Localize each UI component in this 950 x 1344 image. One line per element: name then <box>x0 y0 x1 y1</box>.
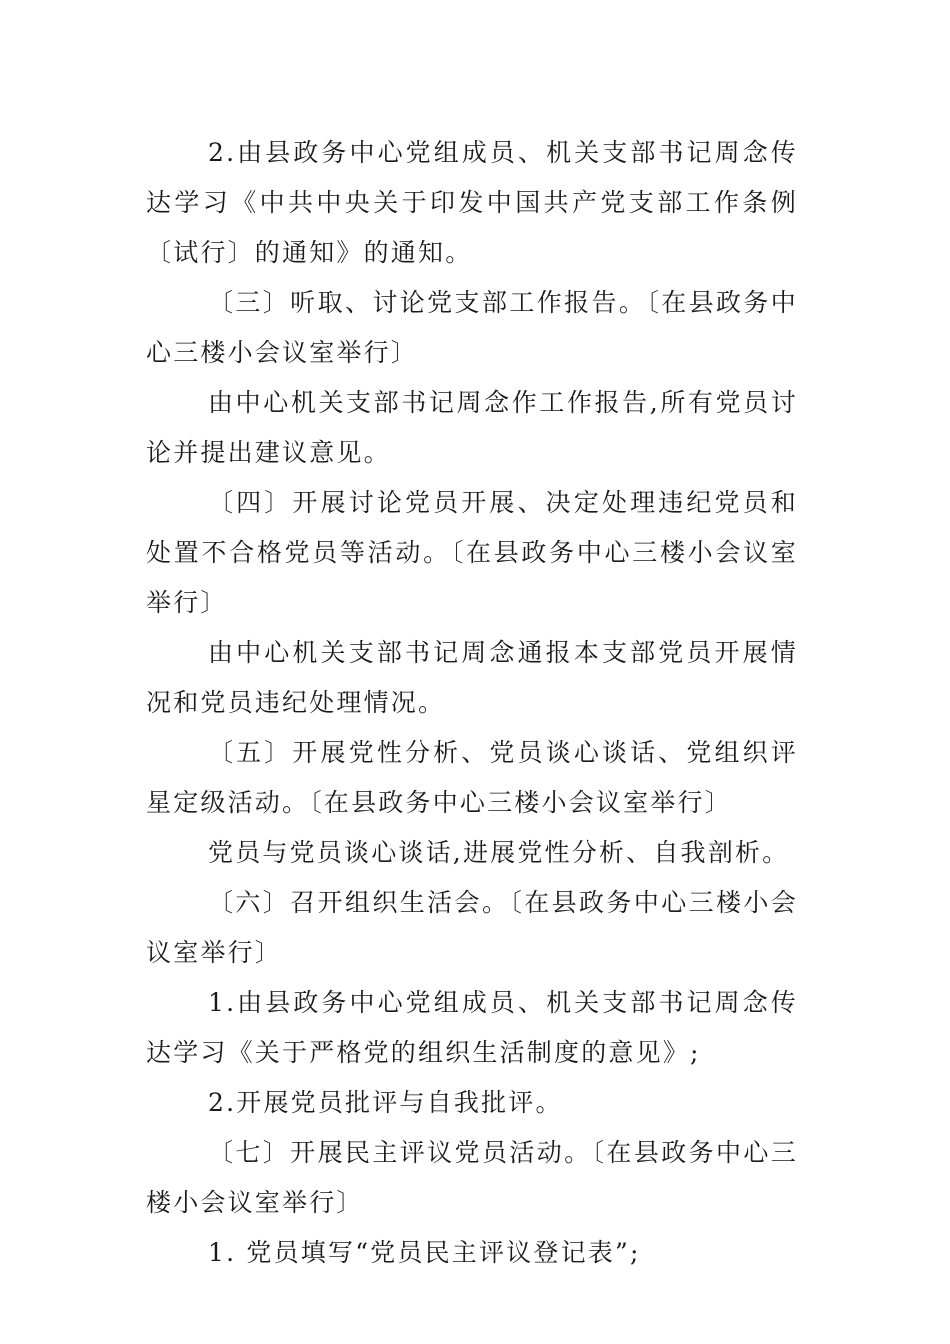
paragraph-work-report: 由中心机关支部书记周念作工作报告,所有党员讨论并提出建议意见。 <box>146 388 798 467</box>
paragraph-criticism-self-criticism: 2.开展党员批评与自我批评。 <box>208 1088 563 1117</box>
paragraph-study-regulations-notice: 2.由县政务中心党组成员、机关支部书记周念传达学习《中共中央关于印发中国共产党支部工作条例〔试行〕的通知》的通知。 <box>146 138 798 267</box>
paragraph-fill-evaluation-form: 1. 党员填写“党员民主评议登记表”; <box>208 1238 641 1267</box>
document-body <box>146 128 798 1278</box>
paragraph-section-three: 〔三〕听取、讨论党支部工作报告。〔在县政务中心三楼小会议室举行〕 <box>146 288 798 367</box>
paragraph-study-organization-life-opinion: 1.由县政务中心党组成员、机关支部书记周念传达学习《关于严格党的组织生活制度的意见》; <box>146 988 798 1067</box>
paragraph-section-seven: 〔七〕开展民主评议党员活动。〔在县政务中心三楼小会议室举行〕 <box>146 1138 798 1217</box>
paragraph-section-four: 〔四〕开展讨论党员开展、决定处理违纪党员和处置不合格党员等活动。〔在县政务中心三楼小会议室举行〕 <box>146 488 798 617</box>
paragraph-member-status-report: 由中心机关支部书记周念通报本支部党员开展情况和党员违纪处理情况。 <box>146 638 798 717</box>
paragraph-heart-to-heart-talks: 党员与党员谈心谈话,进展党性分析、自我剖析。 <box>208 838 790 867</box>
paragraph-section-five: 〔五〕开展党性分析、党员谈心谈话、党组织评星定级活动。〔在县政务中心三楼小会议室举行〕 <box>146 738 798 817</box>
paragraph-section-six: 〔六〕召开组织生活会。〔在县政务中心三楼小会议室举行〕 <box>146 888 798 967</box>
